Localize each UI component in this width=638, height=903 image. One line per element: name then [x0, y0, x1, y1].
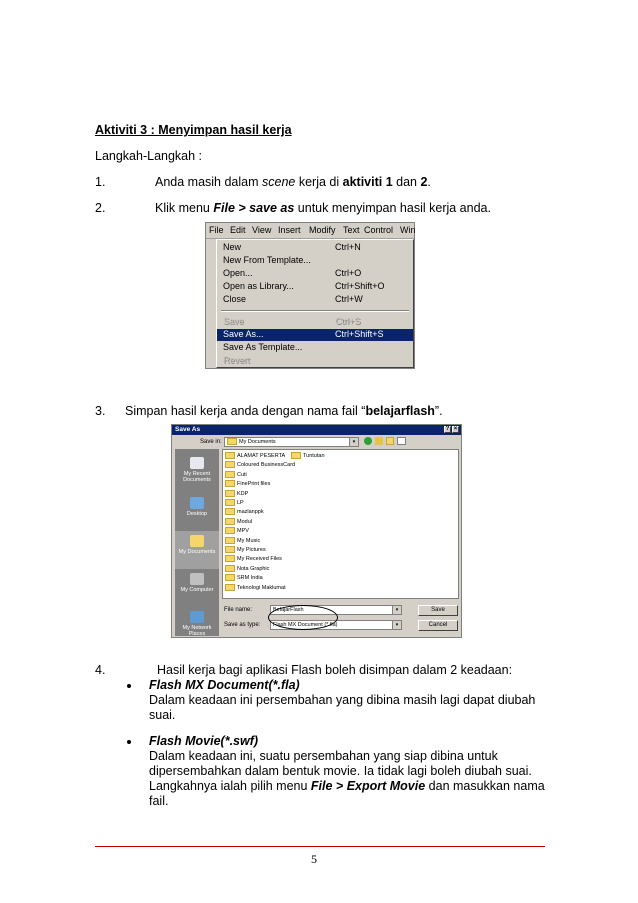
- file-list-item[interactable]: Modul: [225, 518, 252, 526]
- bullet-1-line-2: suai.: [149, 708, 176, 722]
- file-list-item[interactable]: Tuntutan: [291, 452, 325, 460]
- folder-icon: [225, 555, 235, 562]
- folder-icon: [225, 480, 235, 487]
- file-list-item[interactable]: SRM India: [225, 574, 263, 582]
- menu-item-save: Save Ctrl+S: [223, 316, 361, 326]
- place-desktop[interactable]: Desktop: [175, 493, 219, 531]
- save-as-type-select[interactable]: Flash MX Document (*.fla) ▾: [270, 620, 402, 630]
- menu-control[interactable]: Control: [364, 225, 394, 235]
- menu-item-new[interactable]: New Ctrl+N: [223, 242, 361, 252]
- menu-separator: [221, 310, 409, 312]
- step-3-number: 3.: [95, 404, 106, 418]
- menu-edit[interactable]: Edit: [230, 225, 246, 235]
- file-list-item[interactable]: Teknologi Maklumat: [225, 584, 286, 592]
- chevron-down-icon: ▾: [392, 606, 401, 614]
- close-icon[interactable]: ×: [453, 426, 458, 432]
- places-bar: [175, 449, 219, 636]
- menu-item-save-as[interactable]: Save As... Ctrl+Shift+S: [217, 329, 413, 341]
- file-list-item[interactable]: ALAMAT PESERTA: [225, 452, 285, 460]
- file-list-item[interactable]: My Received Files: [225, 555, 282, 563]
- file-list-item[interactable]: KDP: [225, 490, 248, 498]
- file-list-item[interactable]: My Music: [225, 537, 260, 545]
- menu-text[interactable]: Text: [343, 225, 360, 235]
- network-places-icon: [190, 611, 204, 623]
- step-3-text: Simpan hasil kerja anda dengan nama fail “belajarflash”.: [125, 404, 443, 418]
- folder-icon: [225, 527, 235, 534]
- place-my-computer[interactable]: My Computer: [175, 569, 219, 607]
- help-icon[interactable]: ?: [445, 426, 450, 432]
- save-in-dropdown[interactable]: [224, 437, 359, 447]
- views-icon[interactable]: [397, 437, 406, 445]
- bullet-2-title: Flash Movie(*.swf): [149, 734, 259, 748]
- highlight-oval: [268, 605, 338, 630]
- folder-icon: [225, 508, 235, 515]
- folder-icon: [225, 452, 235, 459]
- menu-item-open-as-library[interactable]: Open as Library... Ctrl+Shift+O: [223, 281, 385, 291]
- file-list-item[interactable]: mazlanppk: [225, 508, 264, 516]
- folder-icon: [225, 518, 235, 525]
- file-menu-screenshot: [205, 222, 415, 369]
- file-list-item[interactable]: Nota Graphic: [225, 565, 269, 573]
- step-2-number: 2.: [95, 201, 106, 215]
- file-list-item[interactable]: Coloured BusinessCard: [225, 461, 295, 469]
- folder-icon: [225, 490, 235, 497]
- file-list-item[interactable]: FinePrint files: [225, 480, 270, 488]
- my-documents-icon: [190, 535, 204, 547]
- menu-view[interactable]: View: [252, 225, 272, 235]
- place-recent[interactable]: My Recent Documents: [175, 453, 219, 491]
- folder-icon: [225, 574, 235, 581]
- step-4-text: Hasil kerja bagi aplikasi Flash boleh disimpan dalam 2 keadaan:: [157, 663, 513, 677]
- footer-rule: [95, 846, 545, 847]
- save-in-value: My Documents: [239, 439, 276, 445]
- file-list-item[interactable]: MPV: [225, 527, 249, 535]
- steps-label: Langkah-Langkah :: [95, 149, 203, 163]
- bullet-1-title: Flash MX Document(*.fla): [149, 678, 300, 692]
- file-list[interactable]: [222, 449, 459, 599]
- file-list-item[interactable]: LP: [225, 499, 244, 507]
- menu-item-close[interactable]: Close Ctrl+W: [223, 294, 363, 304]
- menu-insert[interactable]: Insert: [278, 225, 301, 235]
- folder-icon: [225, 565, 235, 572]
- step-1-number: 1.: [95, 175, 106, 189]
- bullet-2-line-1: Dalam keadaan ini, suatu persembahan yang siap dibina untuk: [149, 749, 498, 763]
- file-menu-dropdown: [216, 239, 414, 368]
- menu-modify[interactable]: Modify: [309, 225, 336, 235]
- page-number: 5: [311, 852, 317, 866]
- menu-item-open[interactable]: Open... Ctrl+O: [223, 268, 362, 278]
- place-my-documents[interactable]: My Documents: [175, 531, 219, 569]
- folder-icon: [225, 584, 235, 591]
- recent-documents-icon: [190, 457, 204, 469]
- file-list-item[interactable]: Cuti: [225, 471, 247, 479]
- folder-icon: [291, 452, 301, 459]
- file-name-input[interactable]: BelajarFlash ▾: [270, 605, 402, 615]
- menu-item-new-from-template[interactable]: New From Template...: [223, 255, 311, 265]
- save-button[interactable]: Save: [418, 605, 458, 616]
- desktop-icon: [190, 497, 204, 509]
- menu-file[interactable]: File: [209, 225, 224, 235]
- menu-item-save-as-template[interactable]: Save As Template...: [223, 342, 303, 352]
- my-computer-icon: [190, 573, 204, 585]
- chevron-down-icon: ▾: [392, 621, 401, 629]
- bullet-2: [127, 740, 131, 744]
- file-name-label: File name:: [224, 607, 253, 613]
- file-list-item[interactable]: My Pictures: [225, 546, 266, 554]
- bullet-1-line-1: Dalam keadaan ini persembahan yang dibina masih lagi dapat diubah: [149, 693, 536, 707]
- bullet-2-line-4: fail.: [149, 794, 169, 808]
- section-heading: Aktiviti 3 : Menyimpan hasil kerja: [95, 123, 292, 137]
- bullet-2-line-3: Langkahnya ialah pilih menu File > Export Movie dan masukkan nama: [149, 779, 545, 793]
- folder-icon: [225, 499, 235, 506]
- dialog-title: Save As: [175, 426, 201, 433]
- cancel-button[interactable]: Cancel: [418, 620, 458, 631]
- menu-bar: [206, 223, 414, 239]
- menu-window[interactable]: Win: [400, 225, 416, 235]
- dialog-title-bar: [172, 425, 461, 435]
- bullet-2-line-2: dipersembahkan dalam bentuk movie. Ia tidak lagi boleh diubah suai.: [149, 764, 532, 778]
- step-1-text: Anda masih dalam scene kerja di aktiviti 1 dan 2.: [155, 175, 431, 189]
- up-folder-icon[interactable]: [375, 437, 383, 445]
- back-icon[interactable]: [364, 437, 372, 445]
- place-network[interactable]: My Network Places: [175, 607, 219, 645]
- folder-icon: [225, 461, 235, 468]
- chevron-down-icon: ▾: [349, 438, 358, 446]
- bullet-1: [127, 684, 131, 688]
- new-folder-icon[interactable]: [386, 437, 394, 445]
- step-2-text: Klik menu File > save as untuk menyimpan hasil kerja anda.: [155, 201, 491, 215]
- folder-icon: [225, 546, 235, 553]
- folder-icon: [225, 537, 235, 544]
- save-as-type-label: Save as type:: [224, 622, 261, 628]
- step-4-number: 4.: [95, 663, 106, 677]
- save-in-label: Save in:: [200, 439, 222, 445]
- folder-icon: [225, 471, 235, 478]
- menu-item-revert: Revert: [223, 355, 250, 365]
